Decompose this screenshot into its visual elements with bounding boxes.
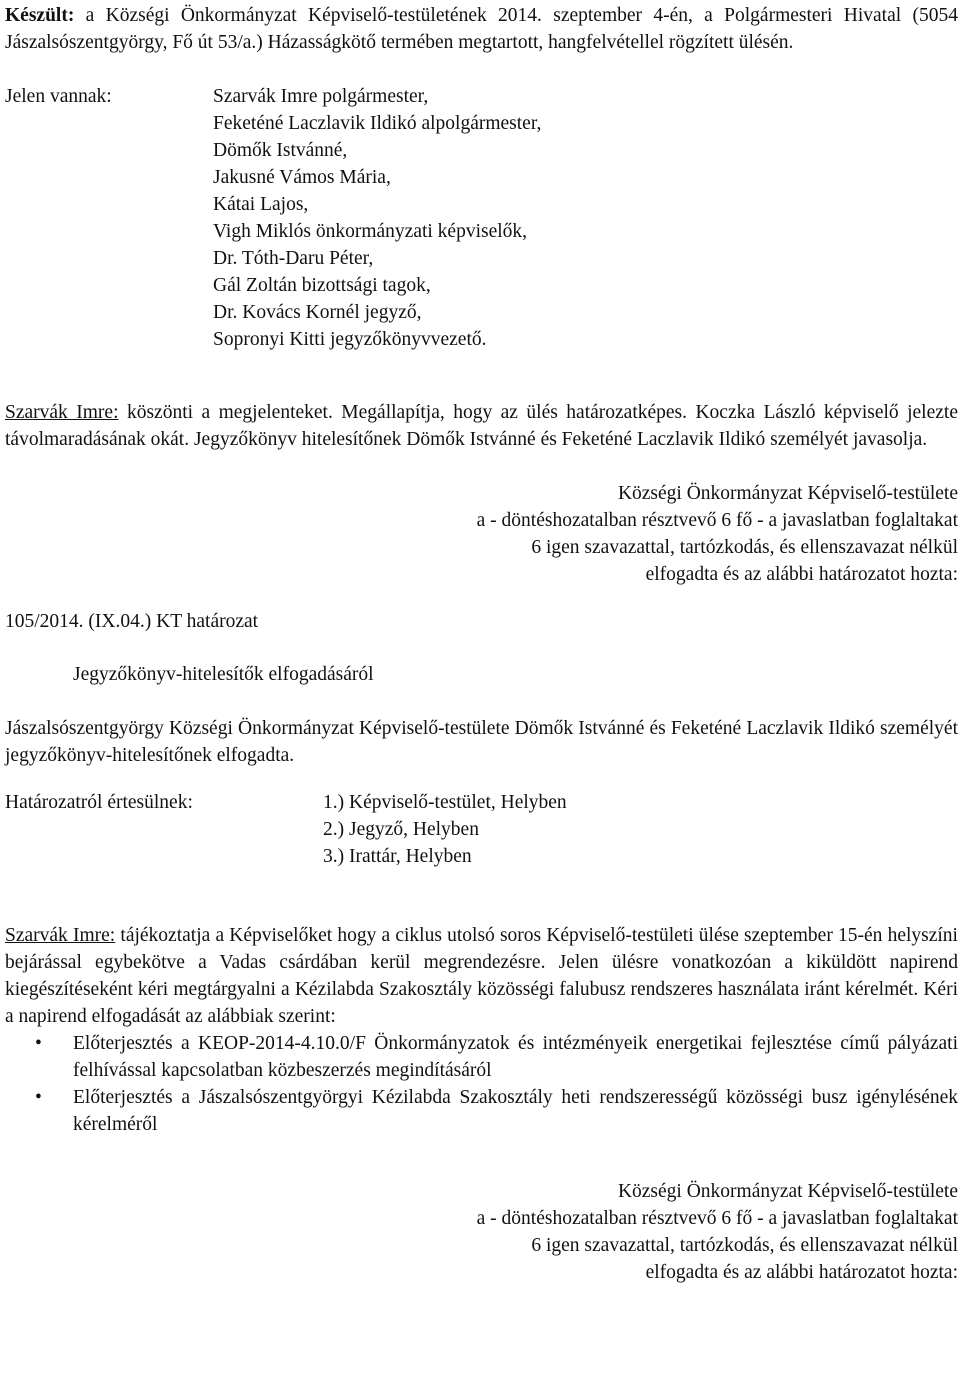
vote-line: Községi Önkormányzat Képviselő-testülete (617, 483, 958, 504)
vote-line: a - döntéshozatalban résztvevő 6 fő - a javaslatban foglaltakat (476, 510, 958, 531)
notification-item: 3.) Irattár, Helyben (323, 846, 472, 867)
vote-block (5, 480, 958, 588)
bullet-icon: • (35, 1087, 42, 1108)
speaker-name: Szarvák Imre: (5, 925, 116, 946)
vote-line: a - döntéshozatalban résztvevő 6 fő - a javaslatban foglaltakat (476, 1208, 958, 1229)
vote-block (5, 1178, 958, 1286)
attendee: Kátai Lajos, (213, 194, 309, 215)
vote-line: 6 igen szavazattal, tartózkodás, és ellenszavazat nélkül (531, 1235, 958, 1256)
vote-line: elfogadta és az alábbi határozatot hozta: (645, 564, 958, 585)
attendees-label: Jelen vannak: (5, 86, 112, 107)
resolution-title: Jegyzőkönyv-hitelesítők elfogadásáról (73, 664, 374, 685)
resolution-number: 105/2014. (IX.04.) KT határozat (5, 611, 259, 632)
attendee: Sopronyi Kitti jegyzőkönyvvezető. (213, 329, 487, 350)
notification-item: 2.) Jegyző, Helyben (323, 819, 479, 840)
attendee: Gál Zoltán bizottsági tagok, (213, 275, 431, 296)
attendee: Dömők Istvánné, (213, 140, 348, 161)
agenda-list (5, 1030, 958, 1138)
attendees-block (5, 83, 958, 359)
speaker-name: Szarvák Imre: (5, 402, 119, 423)
agenda-item (5, 1084, 958, 1138)
vote-line: 6 igen szavazattal, tartózkodás, és ellenszavazat nélkül (531, 537, 958, 558)
vote-line: Községi Önkormányzat Képviselő-testülete (617, 1181, 958, 1202)
agenda-item-text: Előterjesztés a KEOP-2014-4.10.0/F Önkormányzatok és intézményeik energetikai fejlesztése című pályázati felhívással kapcsolatban közbeszerzés megindításáról (73, 1033, 958, 1081)
header-paragraph (5, 2, 958, 56)
attendee: Szarvák Imre polgármester, (213, 86, 429, 107)
speech-paragraph (5, 399, 958, 453)
document-page (5, 2, 958, 1286)
agenda-item-text: Előterjesztés a Jászalsószentgyörgyi Kézilabda Szakosztály heti rendszerességű közösségi busz igénylésének kérelméről (73, 1087, 958, 1135)
attendee: Vigh Miklós önkormányzati képviselők, (213, 221, 528, 242)
attendees-list (213, 83, 541, 353)
notification-label: Határozatról értesülnek: (5, 792, 193, 813)
notification-list (323, 789, 567, 870)
header-text: a Községi Önkormányzat Képviselő-testületének 2014. szeptember 4-én, a Polgármesteri Hivatal (5054 Jászalsószentgyörgy, Fő út 53/a.) Házasságkötő termében megtartott, hangfelvétellel rögzített ülésén. (5, 5, 958, 53)
attendee: Dr. Tóth-Daru Péter, (213, 248, 374, 269)
bullet-icon: • (35, 1033, 42, 1054)
speech-text: tájékoztatja a Képviselőket hogy a ciklus utolsó soros Képviselő-testületi ülése szeptember 15-én helyszíni bejárással egybekötve a Vadas csárdában kerül megrendezésre. Jelen ülésre vonatkozóan a kiküldött napirend kiegészítéseként kéri megtárgyalni a Kézilabda Szakosztály közösségi falubusz rendszeres használata iránt kérelmét. Kéri a napirend elfogadását az alábbiak szerint: (5, 925, 958, 1027)
notification-block (5, 789, 958, 870)
speech-paragraph (5, 922, 958, 1030)
attendee: Jakusné Vámos Mária, (213, 167, 391, 188)
vote-line: elfogadta és az alábbi határozatot hozta: (645, 1262, 958, 1283)
speech-text: köszönti a megjelenteket. Megállapítja, hogy az ülés határozatképes. Koczka László képviselő jelezte távolmaradásának okát. Jegyzőkönyv hitelesítőnek Dömők Istvánné és Feketéné Laczlavik Ildikó személyét javasolja. (5, 402, 958, 450)
resolution-text: Jászalsószentgyörgy Községi Önkormányzat Képviselő-testülete Dömők Istvánné és Feketéné Laczlavik Ildikó személyét jegyzőkönyv-hitelesítőnek elfogadta. (5, 718, 958, 766)
agenda-item (5, 1030, 958, 1084)
attendee: Dr. Kovács Kornél jegyző, (213, 302, 422, 323)
attendee: Feketéné Laczlavik Ildikó alpolgármester, (213, 113, 542, 134)
notification-item: 1.) Képviselő-testület, Helyben (323, 792, 567, 813)
header-label: Készült: (5, 5, 75, 26)
